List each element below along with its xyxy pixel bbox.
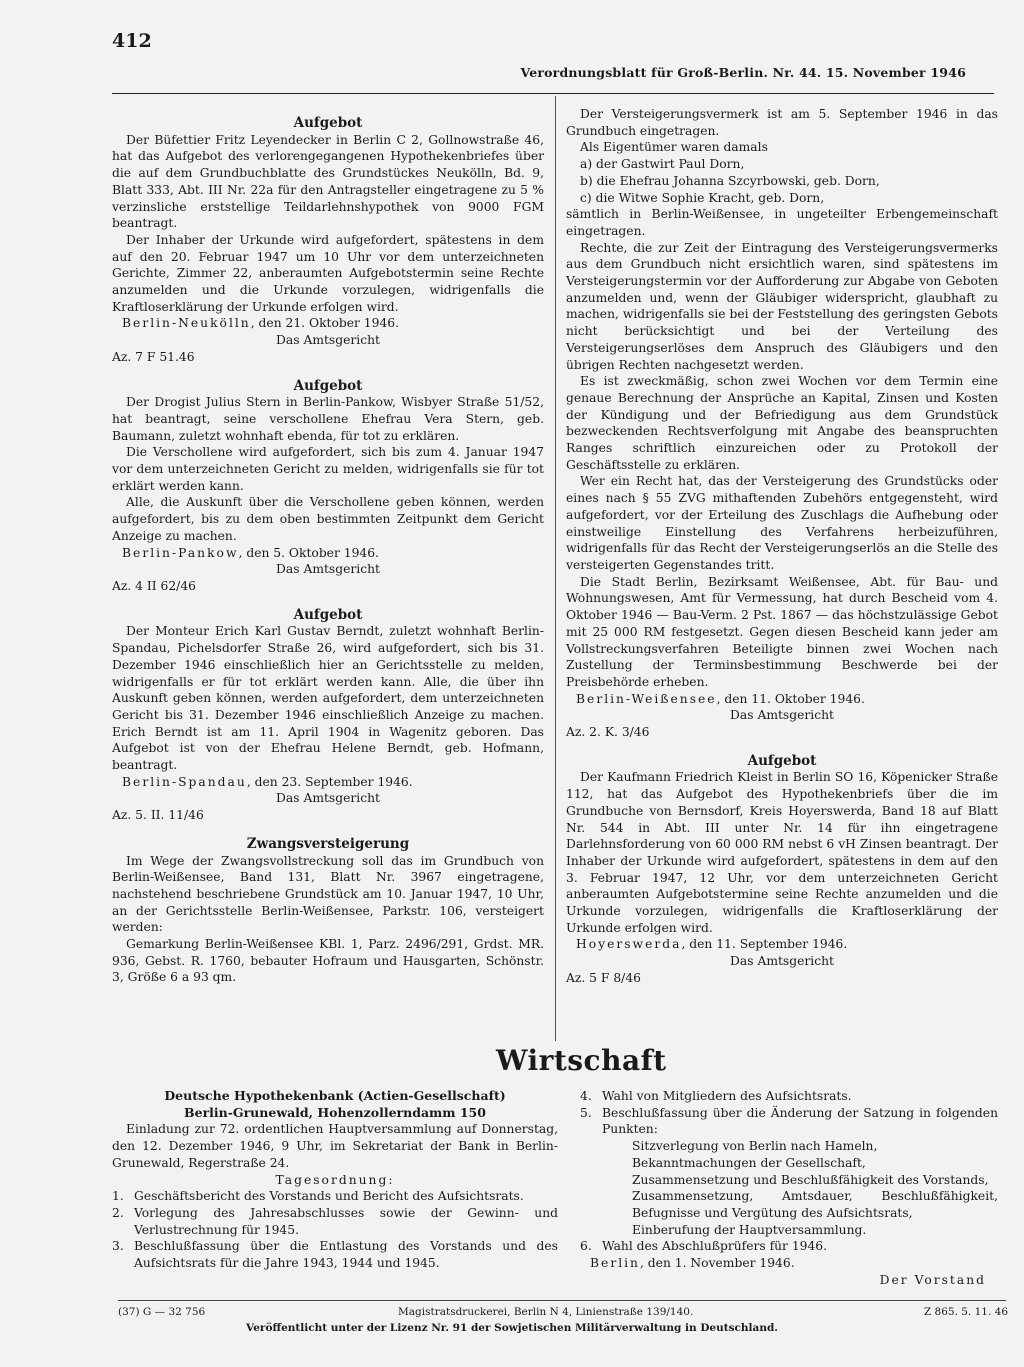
notice-paragraph: Der Versteigerungsvermerk ist am 5. September 1946 in das Grundbuch eingetragen.: [566, 107, 998, 138]
notice-paragraph: Im Wege der Zwangsvollstreckung soll das im Grundbuch von Berlin-Weißensee, Band 131, Blatt Nr. 3967 eingetragene, nachstehend beschriebene Grundstück am 10. Januar 1947, 10 Uhr, an der Gerichtsstelle Berlin-Weißensee, Parkstr. 106, versteigert werden:: [112, 853, 544, 935]
agenda-number: 6.: [580, 1239, 592, 1254]
court-signature: Das Amtsgericht: [276, 333, 380, 348]
place-date: [566, 936, 998, 953]
place: Berlin-Spandau: [122, 774, 247, 789]
owner-item: b) die Ehefrau Johanna Szcyrbowski, geb. Dorn,: [580, 173, 880, 188]
place-date: [112, 545, 544, 562]
place-date: [112, 774, 544, 791]
agenda-subpoint: Bekanntmachungen der Gesellschaft,: [632, 1155, 866, 1170]
court-signature: Das Amtsgericht: [730, 954, 834, 969]
page-number: 412: [112, 30, 152, 52]
agenda-subpoint: Einberufung der Hauptversammlung.: [632, 1222, 867, 1237]
place: Berlin-Neukölln: [122, 316, 251, 331]
notice-title: Zwangsversteigerung: [246, 835, 410, 852]
header-rule: [112, 93, 994, 94]
agenda-item: [112, 1238, 558, 1271]
agenda-subpoints: [580, 1138, 998, 1238]
notice-paragraph: Wer ein Recht hat, das der Versteigerung des Grundstücks oder eines nach § 55 ZVG mithaftenden Zubehörs entgegensteht, wird aufgefordert, vor der Erteilung des Zuschlags die Aufhebung oder einstweilige Einstellung des Verfahrens herbeizuführen, widrigenfalls für das Recht der Versteigerungserlös an die Stelle des versteigerten Gegenstandes tritt.: [566, 474, 998, 572]
agenda-item: [112, 1205, 558, 1238]
notice-paragraph: Der Drogist Julius Stern in Berlin-Pankow, Wisbyer Straße 51/52, hat beantragt, seine verschollene Ehefrau Vera Stern, geb. Baumann, zuletzt wohnhaft ebenda, für tot zu erklären.: [112, 395, 544, 443]
company-name: Deutsche Hypothekenbank (Actien-Gesellschaft): [164, 1088, 506, 1103]
file-reference: Az. 2. K. 3/46: [566, 725, 650, 740]
notice-paragraph: Der Kaufmann Friedrich Kleist in Berlin SO 16, Köpenicker Straße 112, hat das Aufgebot des Hypothekenbriefs über die im Grundbuche von Bernsdorf, Kreis Hoyerswerda, Band 18 auf Blatt Nr. 544 in Abt. III unter Nr. 14 für ihn eingetragene Darlehnsforderung von 60 000 RM nebst 6 vH Zinsen beantragt. Der Inhaber der Urkunde wird aufgefordert, spätestens in dem auf den 3. Februar 1947, 12 Uhr, vor dem unterzeichneten Gericht anberaumten Aufgebotstermine seine Rechte anzumelden und die Urkunde vorzulegen, widrigenfalls die Kraftloserklärung der Urkunde erfolgen wird.: [566, 770, 998, 935]
notice-paragraph: Die Verschollene wird aufgefordert, sich bis zum 4. Januar 1947 vor dem unterzeichneten Gericht zu melden, widrigenfalls sie für tot erklärt werden kann.: [112, 445, 544, 493]
court-signature: Das Amtsgericht: [276, 791, 380, 806]
file-reference: Az. 5 F 8/46: [566, 970, 641, 985]
notice-paragraph: Der Monteur Erich Karl Gustav Berndt, zuletzt wohnhaft Berlin-Spandau, Pichelsdorfer Straße 26, wird aufgefordert, sich bis 31. Dezember 1946 einschließlich hier an Gerichtsstelle zu melden, widrigenfalls er für tot erklärt werden kann. Alle, die über ihn Auskunft geben können, werden aufgefordert, dem unterzeichneten Gericht bis 31. Dezember 1946 einschließlich Anzeige zu machen. Erich Berndt ist am 11. April 1904 in Wagenitz geboren. Das Aufgebot ist von der Ehefrau Helene Berndt, geb. Hofmann, beantragt.: [112, 624, 544, 773]
notice-paragraph: Die Stadt Berlin, Bezirksamt Weißensee, Abt. für Bau- und Wohnungswesen, Amt für Vermessung, hat durch Bescheid vom 4. Oktober 1946 — Bau-Verm. 2 Pst. 1867 — das höchstzulässige Gebot mit 25 000 RM festgesetzt. Gegen diesen Bescheid kann jeder am Vollstreckungsverfahren Beteiligte binnen zwei Wochen nach Zustellung der Terminsbestimmung Beschwerde bei der Preisbehörde erheben.: [566, 574, 998, 689]
file-reference: Az. 4 II 62/46: [112, 578, 196, 593]
footer-order-number: Z 865. 5. 11. 46: [923, 1306, 1008, 1318]
notice-paragraph: Der Inhaber der Urkunde wird aufgefordert, spätestens in dem auf den 20. Februar 1947 um 10 Uhr vor dem unterzeichneten Gerichte, Zimmer 22, anberaumten Aufgebotstermin seine Rechte anzumelden und die Urkunde vorzulegen, widrigenfalls die Kraftloserklärung der Urkunde erfolgen wird.: [112, 232, 544, 314]
notice-title: Aufgebot: [293, 377, 363, 394]
agenda-item: [580, 1088, 998, 1105]
place-date: [580, 1255, 998, 1272]
court-signature: Das Amtsgericht: [730, 708, 834, 723]
court-signature: Das Amtsgericht: [276, 562, 380, 577]
agenda-number: 1.: [112, 1189, 124, 1204]
agenda-list: [580, 1238, 998, 1255]
notice-title: Aufgebot: [293, 115, 363, 131]
place: Hoyerswerda: [576, 937, 682, 952]
agenda-text: Vorlegung des Jahresabschlusses sowie der Gewinn- und Verlustrechnung für 1945.: [134, 1205, 558, 1237]
agenda-text: Beschlußfassung über die Entlastung des Vorstands und des Aufsichtsrats für die Jahre 1943, 1944 und 1945.: [134, 1239, 558, 1271]
agenda-text: Wahl des Abschlußprüfers für 1946.: [602, 1239, 828, 1254]
agenda-subpoint: Sitzverlegung von Berlin nach Hameln,: [632, 1139, 878, 1154]
page-header: Verordnungsblatt für Groß-Berlin. Nr. 44. 15. November 1946: [520, 65, 966, 80]
owners-intro: Als Eigentümer waren damals: [580, 140, 768, 155]
agenda-number: 5.: [580, 1105, 592, 1120]
date: , den 5. Oktober 1946.: [238, 545, 379, 560]
date: , den 1. November 1946.: [639, 1256, 795, 1271]
notice-paragraph: Alle, die Auskunft über die Verschollene geben können, werden aufgefordert, bis zu dem oben bestimmten Zeitpunkt dem Gericht Anzeige zu machen.: [112, 495, 544, 543]
agenda-subpoint: Zusammensetzung und Beschlußfähigkeit des Vorstands,: [632, 1172, 989, 1187]
printer-imprint: Magistratsdruckerei, Berlin N 4, Linienstraße 139/140.: [398, 1306, 694, 1318]
column-divider: [555, 96, 556, 1041]
wirtschaft-left: [112, 1088, 558, 1272]
company-address: Berlin-Grunewald, Hohenzollerndamm 150: [184, 1104, 486, 1120]
left-column: [112, 115, 544, 986]
place-date: [566, 691, 998, 708]
board-signature: Der Vorstand: [879, 1272, 986, 1287]
date: , den 11. September 1946.: [681, 937, 848, 952]
wirtschaft-right: [580, 1088, 998, 1288]
notice-paragraph: sämtlich in Berlin-Weißensee, in ungeteilter Erbengemeinschaft eingetragen.: [566, 207, 998, 238]
agenda-title: Tagesordnung:: [275, 1172, 395, 1187]
agenda-list: [580, 1088, 998, 1138]
file-reference: Az. 5. II. 11/46: [112, 808, 204, 823]
footer-code: (37) G — 32 756: [118, 1306, 206, 1318]
agenda-text: Wahl von Mitgliedern des Aufsichtsrats.: [602, 1089, 852, 1103]
place: Berlin: [590, 1256, 640, 1271]
owner-item: c) die Witwe Sophie Kracht, geb. Dorn,: [580, 190, 825, 205]
notice-paragraph: Es ist zweckmäßig, schon zwei Wochen vor dem Termin eine genaue Berechnung der Ansprüche an Kapital, Zinsen und Kosten der Kündigung und der Befriedigung aus dem Grundstück bezweckenden Rechtsverfolgung mit Angabe des beanspruchten Ranges schriftlich einzureichen oder zu Protokoll der Geschäftsstelle zu erklären.: [566, 374, 998, 472]
place: Berlin-Pankow: [122, 545, 239, 560]
place-date: [112, 315, 544, 332]
agenda-number: 2.: [112, 1205, 124, 1220]
agenda-item: [580, 1105, 998, 1138]
agenda-text: Geschäftsbericht des Vorstands und Bericht des Aufsichtsrats.: [134, 1189, 524, 1204]
notice-title: Aufgebot: [293, 606, 363, 623]
agenda-item: [580, 1238, 998, 1255]
file-reference: Az. 7 F 51.46: [112, 349, 195, 364]
notice-paragraph: Rechte, die zur Zeit der Eintragung des Versteigerungsvermerks aus dem Grundbuch nicht ersichtlich waren, sind spätestens im Versteigerungstermin vor der Aufforderung zur Abgabe von Geboten anzumelden und, wenn der Gläubiger widerspricht, glaubhaft zu machen, widrigenfalls sie bei der Feststellung des geringsten Gebots nicht berücksichtigt und bei der Verteilung des Versteigerungserlöses dem Anspruch des Gläubigers und den übrigen Rechten nachgesetzt werden.: [566, 240, 998, 372]
agenda-subpoint: Zusammensetzung, Amtsdauer, Beschlußfähigkeit, Befugnisse und Vergütung des Aufsichtsrats,: [632, 1189, 998, 1220]
footer-rule: [118, 1300, 1006, 1301]
date: , den 11. Oktober 1946.: [716, 691, 865, 706]
invitation-text: Einladung zur 72. ordentlichen Hauptversammlung auf Donnerstag, den 12. Dezember 1946, 9 Uhr, im Sekretariat der Bank in Berlin-Grunewald, Regerstraße 24.: [112, 1122, 558, 1170]
agenda-number: 4.: [580, 1089, 592, 1103]
agenda-list: [112, 1188, 558, 1272]
right-column: [566, 106, 998, 987]
date: , den 21. Oktober 1946.: [250, 316, 400, 331]
agenda-text: Beschlußfassung über die Änderung der Satzung in folgenden Punkten:: [602, 1105, 998, 1137]
notice-paragraph: Gemarkung Berlin-Weißensee KBl. 1, Parz. 2496/291, Grdst. MR. 936, Gebst. R. 1760, bebauter Hofraum und Hausgarten, Schönstr. 3, Größe 6 a 93 qm.: [112, 937, 544, 985]
license-notice: Veröffentlicht unter der Lizenz Nr. 91 der Sowjetischen Militärverwaltung in Deutschland.: [246, 1322, 778, 1334]
agenda-item: [112, 1188, 558, 1205]
notice-title: Aufgebot: [747, 752, 817, 769]
section-heading: Wirtschaft: [496, 1044, 667, 1077]
owner-item: a) der Gastwirt Paul Dorn,: [580, 157, 745, 172]
place: Berlin-Weißensee: [576, 691, 717, 706]
agenda-number: 3.: [112, 1239, 124, 1254]
date: , den 23. September 1946.: [246, 774, 413, 789]
notice-paragraph: Der Büfettier Fritz Leyendecker in Berlin C 2, Gollnowstraße 46, hat das Aufgebot des verlorengegangenen Hypothekenbriefes über die auf dem Grundbuchblatte des Grundstückes Neukölln, Bd. 9, Blatt 333, Abt. III Nr. 22a für den Antragsteller eingetragene zu 5 % verzinsliche erststellige Teildarlehnshypothek von 9000 FGM beantragt.: [112, 132, 544, 231]
